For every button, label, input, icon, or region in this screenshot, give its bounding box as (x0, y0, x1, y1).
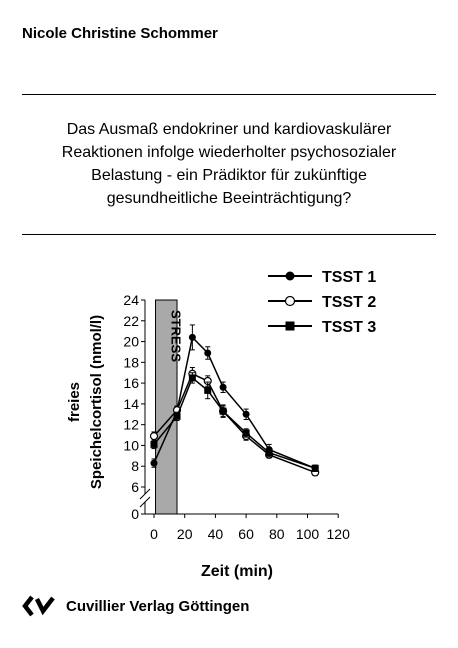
data-point (204, 387, 211, 394)
stress-label: STRESS (168, 309, 184, 363)
x-tick-label: 40 (207, 526, 224, 542)
data-point (312, 465, 319, 472)
x-tick-label: 80 (269, 526, 285, 542)
cuvillier-logo-icon (22, 595, 56, 617)
x-tick-label: 0 (150, 526, 158, 542)
publisher (22, 595, 249, 617)
series-line (154, 374, 315, 473)
title-line-4: gesundheitliche Beeinträchtigung? (106, 190, 352, 207)
y-tick-label: 0 (131, 506, 139, 522)
x-tick-label: 60 (238, 526, 254, 542)
y-tick-label: 18 (123, 354, 139, 371)
y-tick-label: 14 (123, 395, 139, 412)
legend-label: TSST 3 (322, 319, 377, 336)
y-tick-label: 24 (123, 292, 139, 308)
data-point (189, 374, 196, 381)
data-point (266, 449, 273, 456)
title-line-1: Das Ausmaß endokriner und kardiovaskulärer (66, 121, 392, 138)
y-tick-label: 16 (123, 375, 139, 392)
y-tick-label: 8 (131, 458, 139, 475)
data-point (220, 384, 227, 391)
legend-label: TSST 1 (322, 269, 377, 286)
data-point (151, 433, 158, 440)
x-axis-label: Zeit (min) (201, 563, 273, 580)
data-point (220, 408, 227, 415)
y-axis-label-line-1: freies (66, 381, 83, 423)
x-tick-label: 20 (176, 526, 193, 542)
y-tick-label: 12 (123, 416, 139, 433)
data-point (243, 429, 250, 436)
data-point (189, 334, 196, 341)
data-point (151, 441, 158, 448)
title-line-3: Belastung - ein Prädiktor für zukünftige (91, 167, 367, 184)
x-tick-label: 120 (326, 526, 350, 542)
author-name: Nicole Christine Schommer (22, 25, 218, 42)
legend-label: TSST 2 (322, 294, 377, 311)
data-point (286, 272, 295, 281)
publisher-name: Cuvillier Verlag Göttingen (66, 597, 250, 615)
data-point (174, 413, 181, 420)
x-tick-label: 100 (295, 526, 320, 542)
y-tick-label: 20 (123, 333, 139, 350)
data-point (286, 297, 295, 306)
y-tick-label: 22 (123, 312, 139, 329)
y-tick-label: 6 (131, 479, 139, 495)
y-tick-label: 10 (123, 437, 139, 454)
title-line-2: Reaktionen infolge wiederholter psychosozialer (61, 144, 397, 161)
y-axis-label-line-2: Speichelcortisol (nmol/l) (88, 314, 105, 490)
data-point (286, 322, 295, 331)
data-point (243, 411, 250, 418)
data-point (151, 460, 158, 467)
data-point (204, 349, 211, 356)
